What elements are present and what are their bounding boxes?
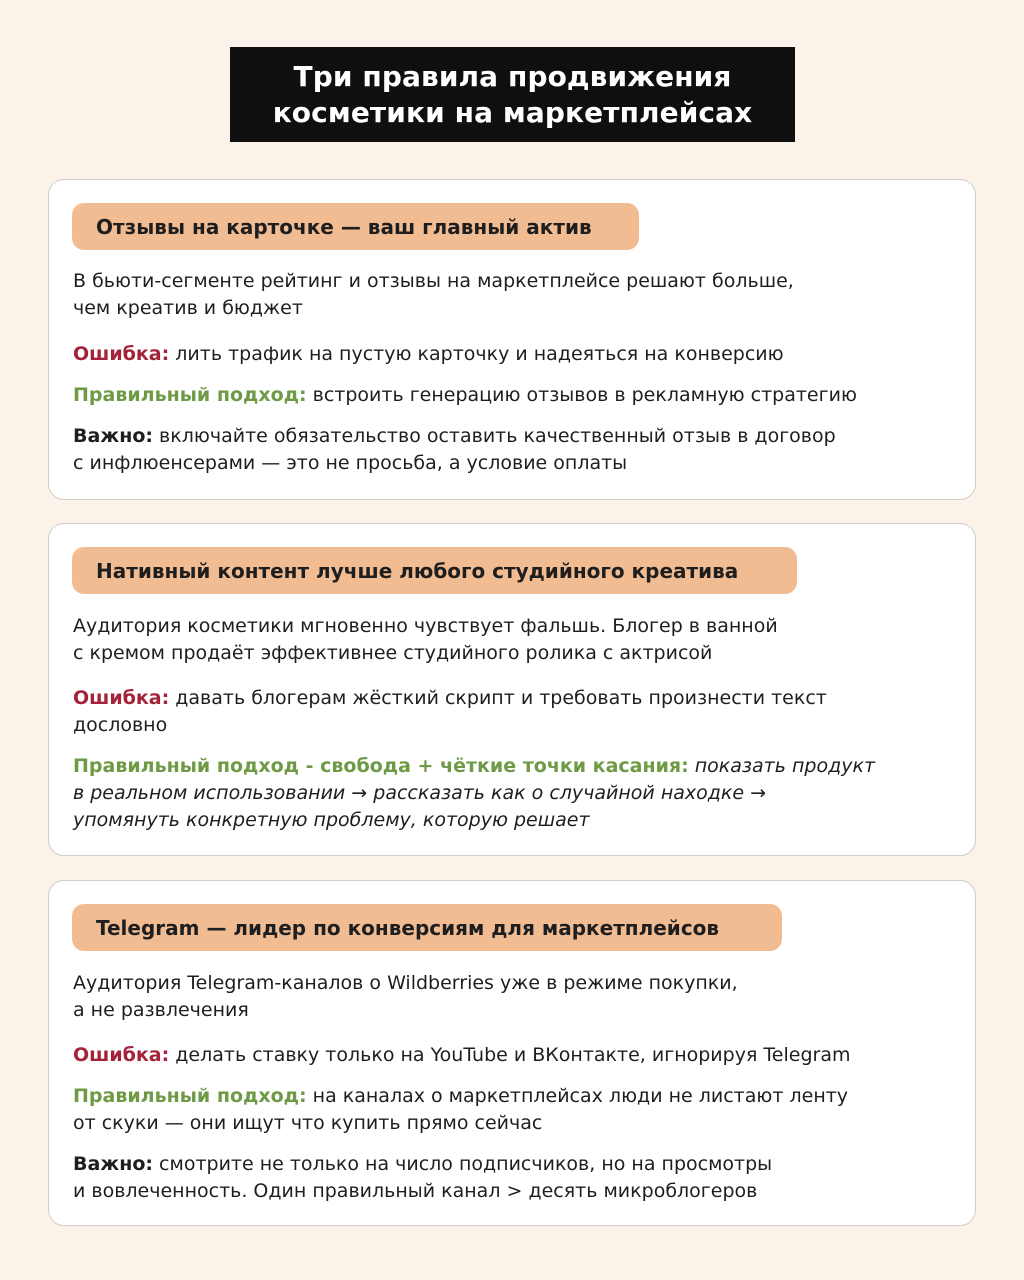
approach-paragraph <box>73 1083 963 1137</box>
approach-text: в реальном использовании → рассказать как о случайной находке → <box>73 782 767 804</box>
approach-text: встроить генерацию отзывов в рекламную стратегию <box>306 384 857 406</box>
mistake-paragraph <box>73 341 963 368</box>
approach-label: Правильный подход - свобода + чёткие точки касания: <box>73 755 689 777</box>
approach-paragraph <box>73 753 963 834</box>
intro-line: а не развлечения <box>73 999 249 1021</box>
approach-label: Правильный подход: <box>73 1085 307 1107</box>
rule-card-reviews <box>48 179 976 500</box>
intro-line: Аудитория Telegram-каналов о Wildberries уже в режиме покупки, <box>73 972 738 994</box>
approach-text: показать продукт <box>688 755 876 777</box>
approach-paragraph <box>73 382 963 409</box>
important-text: с инфлюенсерами — это не просьба, а условие оплаты <box>73 452 628 474</box>
important-label: Важно: <box>73 1153 153 1175</box>
important-text: смотрите не только на число подписчиков, но на просмотры <box>153 1153 773 1175</box>
important-paragraph <box>73 423 963 477</box>
card-intro <box>73 613 963 667</box>
approach-text: на каналах о маркетплейсах люди не листают ленту <box>306 1085 849 1107</box>
card-heading: Отзывы на карточке — ваш главный актив <box>72 203 639 250</box>
intro-line: с кремом продаёт эффективнее студийного ролика с актрисой <box>73 642 713 664</box>
important-paragraph <box>73 1151 963 1205</box>
intro-line: чем креатив и бюджет <box>73 297 303 319</box>
card-heading: Нативный контент лучше любого студийного креатива <box>72 547 797 594</box>
approach-text: от скуки — они ищут что купить прямо сейчас <box>73 1112 543 1134</box>
page-title <box>230 47 795 142</box>
title-line-1: Три правила продвижения <box>293 59 732 93</box>
card-heading: Telegram — лидер по конверсиям для маркетплейсов <box>72 904 782 951</box>
mistake-paragraph <box>73 1042 963 1069</box>
approach-text: упомянуть конкретную проблему, которую решает <box>73 809 590 831</box>
mistake-label: Ошибка: <box>73 1044 170 1066</box>
mistake-text: лить трафик на пустую карточку и надеяться на конверсию <box>169 343 784 365</box>
rule-card-telegram <box>48 880 976 1226</box>
mistake-label: Ошибка: <box>73 687 170 709</box>
mistake-text: делать ставку только на YouTube и ВКонтакте, игнорируя Telegram <box>169 1044 851 1066</box>
mistake-text: давать блогерам жёсткий скрипт и требовать произнести текст <box>169 687 827 709</box>
mistake-paragraph <box>73 685 963 739</box>
intro-line: Аудитория косметики мгновенно чувствует фальшь. Блогер в ванной <box>73 615 778 637</box>
title-line-2: косметики на маркетплейсах <box>272 95 753 129</box>
important-label: Важно: <box>73 425 153 447</box>
rule-card-native-content <box>48 523 976 856</box>
important-text: включайте обязательство оставить качественный отзыв в договор <box>153 425 836 447</box>
approach-label: Правильный подход: <box>73 384 307 406</box>
intro-line: В бьюти-сегменте рейтинг и отзывы на маркетплейсе решают больше, <box>73 270 794 292</box>
card-intro <box>73 268 963 322</box>
mistake-label: Ошибка: <box>73 343 170 365</box>
card-intro <box>73 970 963 1024</box>
mistake-text: дословно <box>73 714 168 736</box>
important-text: и вовлеченность. Один правильный канал > десять микроблогеров <box>73 1180 758 1202</box>
